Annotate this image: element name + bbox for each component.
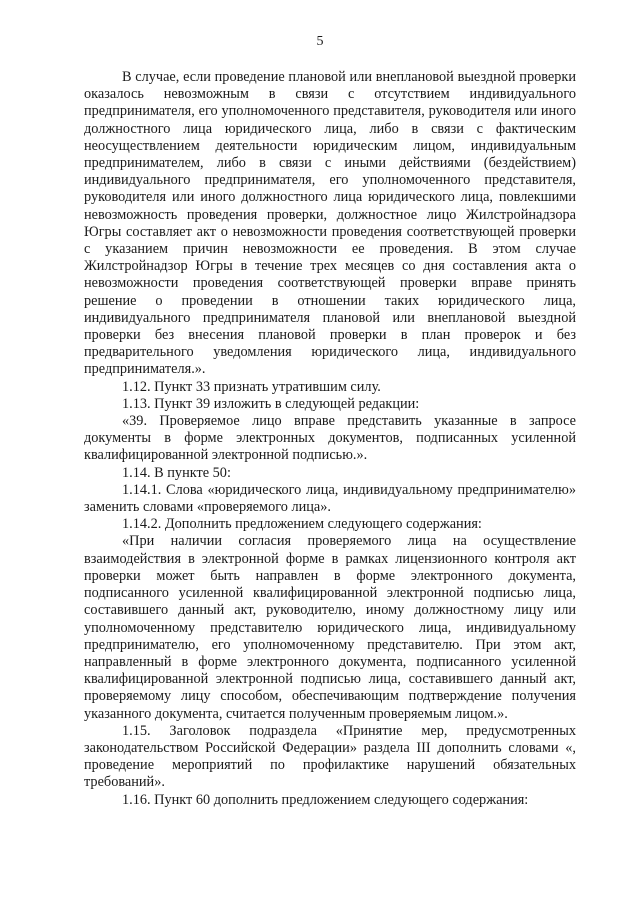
document-body [84,69,576,809]
paragraph-consent: «При наличии согласия проверяемого лица на осуществление взаимодействия в электронной форме в рамках лицензионного контроля акт проверки может быть направлен в форме электронного документа, подписанного усиленной квалифицированной электронной подписью лица, составившего данный акт, руководителю, иному должностному лицу или уполномоченному представителю юридического лица, индивидуальному предпринимателю, его уполномоченному представителю. При этом акт, направленный в форме электронного документа, подписанного усиленной квалифицированной электронной подписью лица, составившего данный акт, проверяемому лицу способом, обеспечивающим подтверждение получения указанного документа, считается полученным проверяемым лицом.». [84,533,576,722]
paragraph-1-14-2: 1.14.2. Дополнить предложением следующего содержания: [122,516,482,533]
paragraph-1-12: 1.12. Пункт 33 признать утратившим силу. [122,378,381,395]
paragraph-inability: В случае, если проведение плановой или внеплановой выездной проверки оказалось невозможным в связи с отсутствием индивидуального предпринимателя, его уполномоченного представителя, руководителя или иного должностного лица юридического лица, либо в связи с фактическим неосуществлением деятельности юридическим лицом, индивидуальным предпринимателем, либо в связи с иными действиями (бездействием) индивидуального предпринимателя, его уполномоченного представителя, руководителя или иного должностного лица юридического лица, повлекшими невозможность проведения проверки, должностное лицо Жилстройнадзора Югры составляет акт о невозможности проведения соответствующей проверки с указанием причин невозможности ее проведения. В этом случае Жилстройнадзор Югры в течение трех месяцев со дня составления акта о невозможности проведения соответствующей проверки вправе принять решение о проведении в отношении таких юридического лица, индивидуального предпринимателя плановой или внеплановой выездной проверки без внесения плановой проверки в план проверок и без предварительного уведомления юридического лица, индивидуального предпринимателя.». [84,69,576,378]
paragraph-1-16: 1.16. Пункт 60 дополнить предложением следующего содержания: [122,791,529,808]
paragraph-1-14: 1.14. В пункте 50: [122,464,231,481]
page-number: 5 [316,34,324,49]
paragraph-1-15: 1.15. Заголовок подраздела «Принятие мер, предусмотренных законодательством Российской Федерации» раздела III дополнить словами «, проведение мероприятий по профилактике нарушений обязательных требований». [84,722,576,791]
paragraph-1-13: 1.13. Пункт 39 изложить в следующей редакции: [122,395,420,412]
paragraph-39: «39. Проверяемое лицо вправе представить указанные в запросе документы в форме электронных документов, подписанных усиленной квалифицированной электронной подписью.». [84,413,576,464]
paragraph-1-14-1: 1.14.1. Слова «юридического лица, индивидуальному предпринимателю» заменить словами «проверяемого лица». [84,481,576,516]
